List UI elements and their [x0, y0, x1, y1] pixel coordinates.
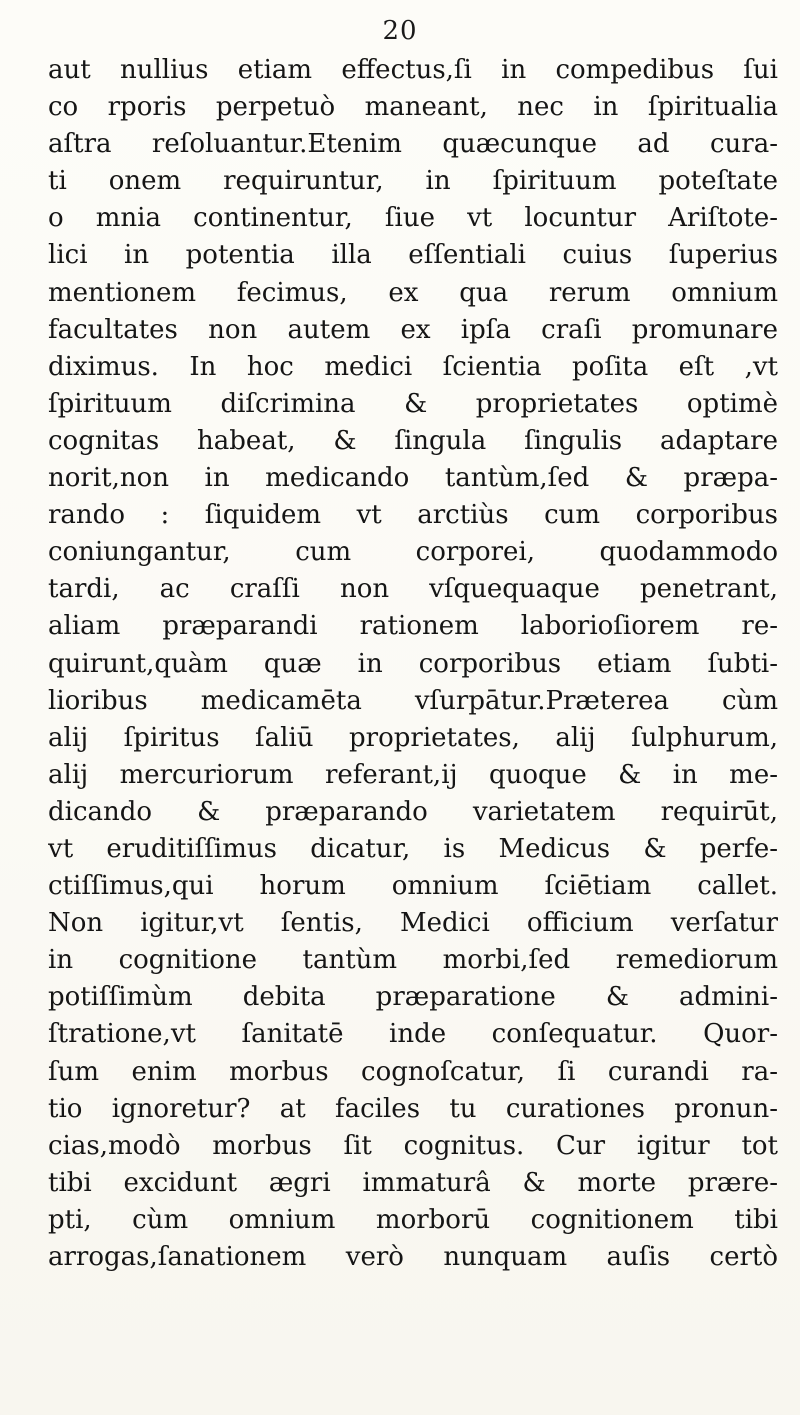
text-line: o mnia continentur, ſiue vt locuntur Ariſtote-: [48, 203, 778, 234]
text-line: cias,modò morbus ſit cognitus. Cur igitur tot: [48, 1130, 778, 1161]
text-line: diximus. In hoc medici ſcientia poſita eſt ,vt: [48, 351, 778, 382]
text-line: co rporis perpetuò maneant, nec in ſpiritualia: [48, 92, 778, 123]
text-line: quirunt,quàm quæ in corporibus etiam ſubti-: [48, 648, 778, 679]
text-line: ſtratione,vt ſanitatē inde conſequatur. Quor-: [48, 1019, 778, 1050]
text-line: tio ignoretur? at faciles tu curationes pronun-: [48, 1093, 778, 1124]
text-line: aut nullius etiam effectus,ſi in compedibus ſui: [48, 55, 778, 85]
text-line: lici in potentia illa eſſentiali cuius ſuperius: [48, 240, 778, 271]
text-line: Non igitur,vt ſentis, Medici officium verſatur: [48, 908, 778, 939]
text-line: dicando & præparando varietatem requirūt,: [48, 796, 778, 827]
text-line: norit,non in medicando tantùm,ſed & præpa-: [48, 463, 778, 494]
text-line: coniungantur, cum corporei, quodammodo: [48, 537, 778, 568]
text-line: alij mercuriorum referant,ij quoque & in me-: [48, 759, 778, 790]
text-line: ſum enim morbus cognoſcatur, ſi curandi ra-: [48, 1056, 778, 1087]
text-line: facultates non autem ex ipſa craſi promunare: [48, 314, 778, 345]
text-line: arrogas,ſanationem verò nunquam auſis certò: [48, 1242, 778, 1272]
text-line: aſtra reſoluantur.Etenim quæcunque ad cura-: [48, 129, 778, 160]
text-line: tibi excidunt ægri immaturâ & morte prære-: [48, 1167, 778, 1198]
text-line: mentionem fecimus, ex qua rerum omnium: [48, 277, 778, 308]
text-line: aliam præparandi rationem laborioſiorem re-: [48, 611, 778, 642]
text-line: potiſſimùm debita præparatione & admini-: [48, 982, 778, 1013]
text-line: tardi, ac craſſi non vſquequaque penetrant,: [48, 574, 778, 605]
text-line: in cognitione tantùm morbi,ſed remediorum: [48, 945, 778, 976]
text-line: lioribus medicamēta vſurpātur.Præterea cùm: [48, 685, 778, 716]
body-text: [48, 52, 778, 1276]
text-line: cognitas habeat, & ſingula ſingulis adaptare: [48, 425, 778, 456]
text-line: ti onem requiruntur, in ſpirituum poteſtate: [48, 166, 778, 197]
text-line: alij ſpiritus ſaliū proprietates, alij ſulphurum,: [48, 722, 778, 753]
page-number: 20: [382, 16, 418, 46]
text-line: rando : ſiquidem vt arctiùs cum corporibus: [48, 500, 778, 531]
text-line: vt eruditiſſimus dicatur, is Medicus & perfe-: [48, 833, 778, 864]
text-line: ctiſſimus,qui horum omnium ſciētiam callet.: [48, 871, 778, 902]
text-line: pti, cùm omnium morborū cognitionem tibi: [48, 1204, 778, 1235]
text-line: ſpirituum diſcrimina & proprietates optimè: [48, 388, 778, 419]
